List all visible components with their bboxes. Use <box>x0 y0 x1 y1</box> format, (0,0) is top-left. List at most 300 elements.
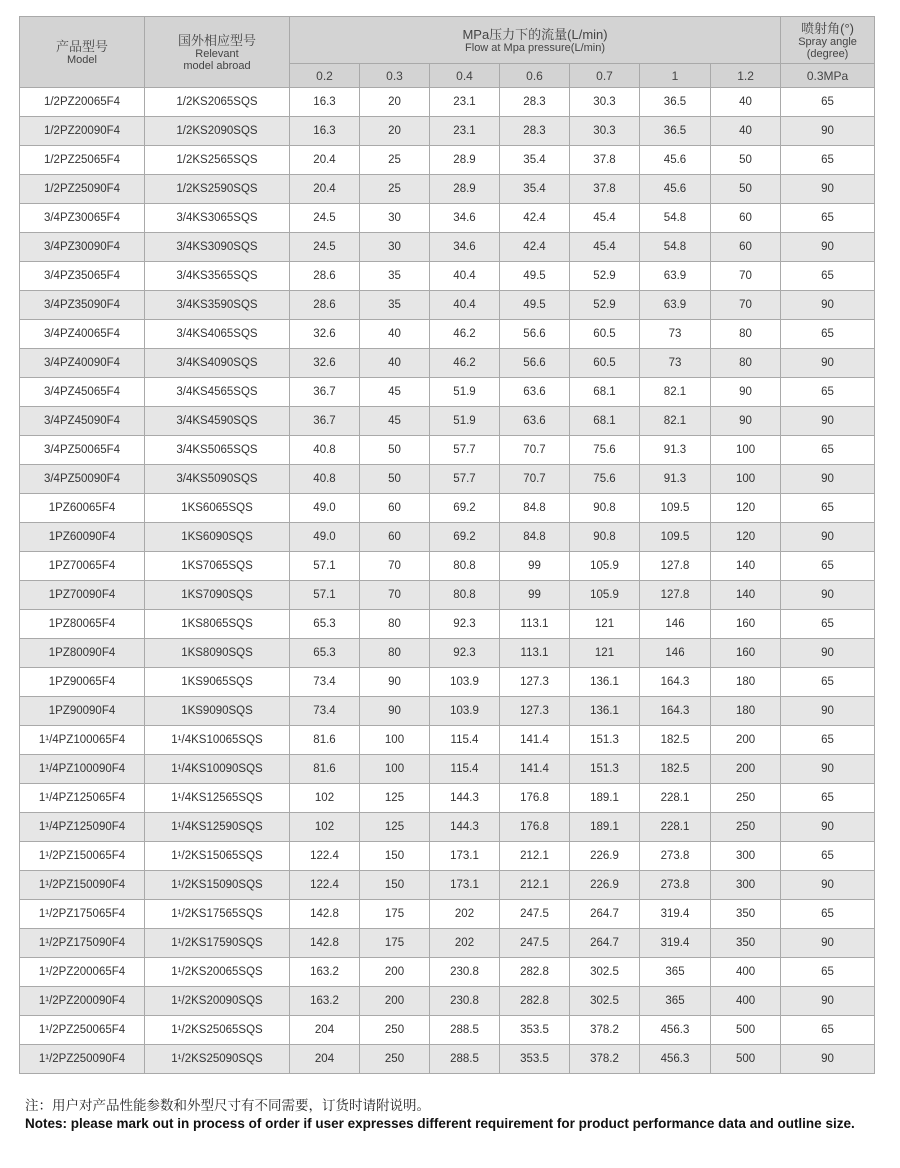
flow-cell: 288.5 <box>430 1045 500 1074</box>
pressure-header-cell: 1 <box>640 64 711 88</box>
flow-cell: 173.1 <box>430 871 500 900</box>
flow-cell: 103.9 <box>430 697 500 726</box>
flow-cell: 122.4 <box>290 842 360 871</box>
model-cell: 1PZ70090F4 <box>20 581 145 610</box>
flow-cell: 40.8 <box>290 436 360 465</box>
relevant-model-cell: 1¹/2KS25090SQS <box>145 1045 290 1074</box>
table-row <box>20 204 875 233</box>
flow-cell: 105.9 <box>570 581 640 610</box>
flow-cell: 73.4 <box>290 668 360 697</box>
flow-cell: 175 <box>360 900 430 929</box>
flow-cell: 100 <box>711 436 781 465</box>
table-row <box>20 494 875 523</box>
flow-cell: 120 <box>711 523 781 552</box>
flow-cell: 35.4 <box>500 146 570 175</box>
flow-cell: 75.6 <box>570 465 640 494</box>
flow-cell: 81.6 <box>290 755 360 784</box>
model-cell: 1PZ60090F4 <box>20 523 145 552</box>
flow-cell: 127.8 <box>640 581 711 610</box>
model-cell: 1¹/2PZ175090F4 <box>20 929 145 958</box>
model-cell: 1¹/4PZ125090F4 <box>20 813 145 842</box>
flow-cell: 319.4 <box>640 900 711 929</box>
spray-angle-cell: 65 <box>781 262 875 291</box>
flow-cell: 63.6 <box>500 378 570 407</box>
flow-cell: 23.1 <box>430 117 500 146</box>
relevant-model-cell: 1¹/2KS20090SQS <box>145 987 290 1016</box>
flow-cell: 150 <box>360 842 430 871</box>
model-cell: 3/4PZ45090F4 <box>20 407 145 436</box>
flow-cell: 57.1 <box>290 581 360 610</box>
spray-angle-cell: 65 <box>781 668 875 697</box>
flow-header <box>290 17 781 64</box>
relevant-model-cell: 1¹/2KS17590SQS <box>145 929 290 958</box>
flow-cell: 176.8 <box>500 784 570 813</box>
flow-cell: 250 <box>360 1045 430 1074</box>
flow-cell: 99 <box>500 581 570 610</box>
spray-angle-cell: 90 <box>781 117 875 146</box>
spray-angle-cell: 90 <box>781 755 875 784</box>
flow-cell: 49.5 <box>500 291 570 320</box>
relevant-model-cell: 3/4KS3590SQS <box>145 291 290 320</box>
flow-cell: 90 <box>711 407 781 436</box>
spray-angle-cell: 65 <box>781 1016 875 1045</box>
flow-cell: 92.3 <box>430 639 500 668</box>
relevant-model-cell: 1/2KS2590SQS <box>145 175 290 204</box>
relevant-model-cell: 1KS6090SQS <box>145 523 290 552</box>
flow-cell: 80 <box>711 320 781 349</box>
flow-cell: 500 <box>711 1016 781 1045</box>
flow-cell: 70 <box>711 291 781 320</box>
flow-cell: 456.3 <box>640 1045 711 1074</box>
flow-cell: 103.9 <box>430 668 500 697</box>
flow-cell: 49.0 <box>290 523 360 552</box>
flow-cell: 70.7 <box>500 436 570 465</box>
flow-cell: 288.5 <box>430 1016 500 1045</box>
flow-cell: 46.2 <box>430 349 500 378</box>
flow-cell: 300 <box>711 842 781 871</box>
spray-angle-cell: 65 <box>781 146 875 175</box>
relevant-model-cell: 1¹/4KS10065SQS <box>145 726 290 755</box>
flow-cell: 144.3 <box>430 784 500 813</box>
flow-cell: 80 <box>711 349 781 378</box>
model-cell: 1/2PZ25090F4 <box>20 175 145 204</box>
flow-cell: 56.6 <box>500 320 570 349</box>
flow-cell: 90 <box>360 668 430 697</box>
flow-cell: 102 <box>290 813 360 842</box>
flow-cell: 273.8 <box>640 871 711 900</box>
flow-cell: 70 <box>360 552 430 581</box>
table-row <box>20 958 875 987</box>
flow-cell: 70 <box>360 581 430 610</box>
flow-cell: 127.3 <box>500 697 570 726</box>
flow-cell: 36.5 <box>640 88 711 117</box>
flow-cell: 25 <box>360 175 430 204</box>
flow-cell: 45.6 <box>640 175 711 204</box>
model-cell: 1PZ60065F4 <box>20 494 145 523</box>
relevant-model-cell: 1KS6065SQS <box>145 494 290 523</box>
flow-cell: 57.7 <box>430 465 500 494</box>
flow-cell: 120 <box>711 494 781 523</box>
flow-cell: 36.7 <box>290 407 360 436</box>
flow-cell: 50 <box>360 436 430 465</box>
table-row <box>20 726 875 755</box>
table-row <box>20 900 875 929</box>
spray-angle-cell: 90 <box>781 465 875 494</box>
flow-cell: 160 <box>711 639 781 668</box>
spray-angle-cell: 90 <box>781 523 875 552</box>
flow-cell: 113.1 <box>500 639 570 668</box>
model-cell: 3/4PZ30065F4 <box>20 204 145 233</box>
relevant-model-cell: 3/4KS3565SQS <box>145 262 290 291</box>
flow-cell: 73.4 <box>290 697 360 726</box>
flow-cell: 35 <box>360 262 430 291</box>
flow-cell: 40 <box>711 117 781 146</box>
spray-angle-cell: 90 <box>781 987 875 1016</box>
flow-cell: 122.4 <box>290 871 360 900</box>
flow-cell: 84.8 <box>500 494 570 523</box>
flow-cell: 212.1 <box>500 871 570 900</box>
flow-cell: 160 <box>711 610 781 639</box>
table-row <box>20 233 875 262</box>
flow-cell: 121 <box>570 639 640 668</box>
flow-cell: 353.5 <box>500 1016 570 1045</box>
flow-cell: 378.2 <box>570 1016 640 1045</box>
flow-cell: 182.5 <box>640 726 711 755</box>
flow-cell: 127.8 <box>640 552 711 581</box>
flow-cell: 73 <box>640 349 711 378</box>
flow-cell: 250 <box>711 813 781 842</box>
flow-cell: 16.3 <box>290 117 360 146</box>
flow-cell: 65.3 <box>290 639 360 668</box>
spray-angle-cell: 90 <box>781 233 875 262</box>
model-cell: 3/4PZ30090F4 <box>20 233 145 262</box>
spray-angle-cell: 90 <box>781 813 875 842</box>
flow-cell: 500 <box>711 1045 781 1074</box>
flow-cell: 28.9 <box>430 175 500 204</box>
flow-cell: 35 <box>360 291 430 320</box>
table-row <box>20 291 875 320</box>
flow-cell: 49.0 <box>290 494 360 523</box>
flow-cell: 102 <box>290 784 360 813</box>
flow-cell: 100 <box>360 755 430 784</box>
flow-cell: 142.8 <box>290 929 360 958</box>
flow-cell: 70.7 <box>500 465 570 494</box>
flow-cell: 226.9 <box>570 871 640 900</box>
flow-cell: 142.8 <box>290 900 360 929</box>
angle-header <box>781 17 875 64</box>
flow-cell: 247.5 <box>500 929 570 958</box>
flow-cell: 136.1 <box>570 697 640 726</box>
model-cell: 1¹/2PZ250090F4 <box>20 1045 145 1074</box>
flow-cell: 45.6 <box>640 146 711 175</box>
flow-cell: 264.7 <box>570 929 640 958</box>
relevant-model-cell: 1KS9090SQS <box>145 697 290 726</box>
relevant-header-en2: model abroad <box>183 59 251 72</box>
angle-header-en2: (degree) <box>806 47 849 60</box>
flow-cell: 54.8 <box>640 233 711 262</box>
pressure-header-cell: 1.2 <box>711 64 781 88</box>
flow-cell: 50 <box>711 175 781 204</box>
flow-cell: 84.8 <box>500 523 570 552</box>
flow-cell: 56.6 <box>500 349 570 378</box>
table-row <box>20 88 875 117</box>
model-cell: 1/2PZ20065F4 <box>20 88 145 117</box>
relevant-model-cell: 1¹/4KS10090SQS <box>145 755 290 784</box>
table-row <box>20 697 875 726</box>
model-cell: 3/4PZ35065F4 <box>20 262 145 291</box>
relevant-model-cell: 3/4KS3090SQS <box>145 233 290 262</box>
flow-cell: 92.3 <box>430 610 500 639</box>
flow-cell: 300 <box>711 871 781 900</box>
flow-cell: 228.1 <box>640 784 711 813</box>
flow-cell: 151.3 <box>570 755 640 784</box>
table-row <box>20 436 875 465</box>
table-row <box>20 175 875 204</box>
flow-cell: 90 <box>711 378 781 407</box>
flow-cell: 105.9 <box>570 552 640 581</box>
flow-cell: 273.8 <box>640 842 711 871</box>
model-cell: 1PZ80065F4 <box>20 610 145 639</box>
model-cell: 1/2PZ25065F4 <box>20 146 145 175</box>
flow-cell: 163.2 <box>290 958 360 987</box>
notes <box>25 1097 885 1133</box>
table-row <box>20 320 875 349</box>
model-cell: 3/4PZ40090F4 <box>20 349 145 378</box>
flow-cell: 365 <box>640 987 711 1016</box>
flow-cell: 30.3 <box>570 117 640 146</box>
table-row <box>20 378 875 407</box>
flow-cell: 51.9 <box>430 378 500 407</box>
relevant-model-cell: 1¹/4KS12590SQS <box>145 813 290 842</box>
flow-cell: 28.6 <box>290 291 360 320</box>
flow-cell: 353.5 <box>500 1045 570 1074</box>
flow-cell: 230.8 <box>430 987 500 1016</box>
flow-cell: 200 <box>711 726 781 755</box>
spray-angle-cell: 65 <box>781 494 875 523</box>
pressure-header-cell: 0.6 <box>500 64 570 88</box>
model-cell: 3/4PZ50090F4 <box>20 465 145 494</box>
flow-cell: 230.8 <box>430 958 500 987</box>
spec-table <box>19 16 875 1074</box>
flow-cell: 60 <box>360 523 430 552</box>
spray-angle-cell: 90 <box>781 871 875 900</box>
flow-cell: 80 <box>360 610 430 639</box>
flow-cell: 204 <box>290 1016 360 1045</box>
flow-cell: 282.8 <box>500 958 570 987</box>
flow-cell: 212.1 <box>500 842 570 871</box>
spec-table-body <box>20 88 875 1074</box>
flow-cell: 163.2 <box>290 987 360 1016</box>
flow-cell: 302.5 <box>570 987 640 1016</box>
relevant-model-cell: 1/2KS2090SQS <box>145 117 290 146</box>
flow-cell: 180 <box>711 697 781 726</box>
flow-cell: 319.4 <box>640 929 711 958</box>
flow-cell: 82.1 <box>640 407 711 436</box>
model-header-zh: 产品型号 <box>55 38 108 54</box>
flow-cell: 63.6 <box>500 407 570 436</box>
table-row <box>20 813 875 842</box>
spray-angle-cell: 65 <box>781 900 875 929</box>
table-row <box>20 610 875 639</box>
flow-cell: 70 <box>711 262 781 291</box>
flow-cell: 141.4 <box>500 726 570 755</box>
flow-header-en: Flow at Mpa pressure(L/min) <box>465 41 606 54</box>
flow-cell: 109.5 <box>640 494 711 523</box>
spray-angle-cell: 65 <box>781 436 875 465</box>
flow-cell: 200 <box>360 958 430 987</box>
flow-cell: 100 <box>360 726 430 755</box>
flow-cell: 141.4 <box>500 755 570 784</box>
flow-cell: 45.4 <box>570 233 640 262</box>
spray-angle-cell: 65 <box>781 842 875 871</box>
model-cell: 1¹/4PZ100065F4 <box>20 726 145 755</box>
model-cell: 1PZ80090F4 <box>20 639 145 668</box>
flow-cell: 57.1 <box>290 552 360 581</box>
relevant-model-cell: 1¹/4KS12565SQS <box>145 784 290 813</box>
flow-cell: 100 <box>711 465 781 494</box>
flow-cell: 45 <box>360 407 430 436</box>
flow-cell: 247.5 <box>500 900 570 929</box>
relevant-model-cell: 1¹/2KS15065SQS <box>145 842 290 871</box>
angle-header-zh: 喷射角(°) <box>801 20 854 36</box>
model-cell: 1¹/2PZ175065F4 <box>20 900 145 929</box>
relevant-model-cell: 1KS9065SQS <box>145 668 290 697</box>
flow-cell: 151.3 <box>570 726 640 755</box>
spray-angle-cell: 90 <box>781 581 875 610</box>
flow-cell: 250 <box>711 784 781 813</box>
flow-cell: 36.7 <box>290 378 360 407</box>
flow-cell: 42.4 <box>500 233 570 262</box>
flow-cell: 52.9 <box>570 291 640 320</box>
model-cell: 3/4PZ45065F4 <box>20 378 145 407</box>
model-cell: 1PZ90090F4 <box>20 697 145 726</box>
flow-cell: 200 <box>360 987 430 1016</box>
flow-cell: 20 <box>360 117 430 146</box>
table-row <box>20 146 875 175</box>
spray-angle-cell: 65 <box>781 610 875 639</box>
flow-cell: 68.1 <box>570 407 640 436</box>
model-cell: 1¹/2PZ150090F4 <box>20 871 145 900</box>
model-header <box>20 17 145 88</box>
relevant-model-cell: 3/4KS4565SQS <box>145 378 290 407</box>
table-row <box>20 871 875 900</box>
flow-cell: 20.4 <box>290 175 360 204</box>
spray-angle-cell: 90 <box>781 349 875 378</box>
flow-cell: 146 <box>640 639 711 668</box>
relevant-header-en1: Relevant <box>195 47 239 60</box>
flow-cell: 400 <box>711 987 781 1016</box>
flow-cell: 115.4 <box>430 726 500 755</box>
table-row <box>20 407 875 436</box>
angle-header-en1: Spray angle <box>798 35 857 48</box>
flow-cell: 189.1 <box>570 813 640 842</box>
flow-cell: 28.9 <box>430 146 500 175</box>
flow-cell: 30 <box>360 204 430 233</box>
flow-cell: 60 <box>711 233 781 262</box>
relevant-model-cell: 3/4KS3065SQS <box>145 204 290 233</box>
model-cell: 1PZ70065F4 <box>20 552 145 581</box>
flow-cell: 30 <box>360 233 430 262</box>
flow-cell: 32.6 <box>290 320 360 349</box>
flow-cell: 63.9 <box>640 262 711 291</box>
relevant-model-cell: 1¹/2KS15090SQS <box>145 871 290 900</box>
relevant-model-cell: 3/4KS4065SQS <box>145 320 290 349</box>
flow-cell: 350 <box>711 900 781 929</box>
flow-cell: 250 <box>360 1016 430 1045</box>
flow-cell: 32.6 <box>290 349 360 378</box>
spray-angle-cell: 65 <box>781 552 875 581</box>
relevant-model-header <box>145 17 290 88</box>
flow-cell: 75.6 <box>570 436 640 465</box>
flow-cell: 115.4 <box>430 755 500 784</box>
table-row <box>20 552 875 581</box>
table-row <box>20 639 875 668</box>
table-row <box>20 1045 875 1074</box>
pressure-header-cell: 0.4 <box>430 64 500 88</box>
table-row <box>20 349 875 378</box>
flow-cell: 28.3 <box>500 88 570 117</box>
flow-cell: 175 <box>360 929 430 958</box>
flow-cell: 456.3 <box>640 1016 711 1045</box>
flow-cell: 91.3 <box>640 436 711 465</box>
relevant-model-cell: 3/4KS4090SQS <box>145 349 290 378</box>
model-cell: 1¹/2PZ200065F4 <box>20 958 145 987</box>
spray-angle-cell: 65 <box>781 958 875 987</box>
table-row <box>20 523 875 552</box>
flow-cell: 40 <box>360 320 430 349</box>
flow-cell: 24.5 <box>290 233 360 262</box>
flow-cell: 30.3 <box>570 88 640 117</box>
flow-cell: 202 <box>430 900 500 929</box>
spray-angle-cell: 90 <box>781 697 875 726</box>
flow-cell: 68.1 <box>570 378 640 407</box>
flow-cell: 140 <box>711 552 781 581</box>
flow-cell: 176.8 <box>500 813 570 842</box>
spray-angle-cell: 90 <box>781 175 875 204</box>
spray-angle-cell: 65 <box>781 88 875 117</box>
relevant-model-cell: 1/2KS2065SQS <box>145 88 290 117</box>
flow-cell: 63.9 <box>640 291 711 320</box>
flow-cell: 16.3 <box>290 88 360 117</box>
flow-cell: 173.1 <box>430 842 500 871</box>
flow-cell: 40.4 <box>430 262 500 291</box>
table-row <box>20 1016 875 1045</box>
flow-cell: 378.2 <box>570 1045 640 1074</box>
spray-angle-cell: 90 <box>781 1045 875 1074</box>
flow-cell: 164.3 <box>640 668 711 697</box>
table-row <box>20 117 875 146</box>
flow-cell: 204 <box>290 1045 360 1074</box>
table-row <box>20 262 875 291</box>
flow-cell: 57.7 <box>430 436 500 465</box>
table-row <box>20 668 875 697</box>
model-cell: 3/4PZ50065F4 <box>20 436 145 465</box>
note-en: Notes: please mark out in process of order if user expresses different requirement for product performance data and outline size. <box>25 1116 855 1131</box>
spray-angle-cell: 90 <box>781 929 875 958</box>
flow-cell: 60.5 <box>570 320 640 349</box>
flow-cell: 80 <box>360 639 430 668</box>
flow-cell: 400 <box>711 958 781 987</box>
flow-cell: 125 <box>360 813 430 842</box>
table-row <box>20 465 875 494</box>
flow-cell: 91.3 <box>640 465 711 494</box>
flow-cell: 82.1 <box>640 378 711 407</box>
flow-cell: 302.5 <box>570 958 640 987</box>
spray-angle-cell: 90 <box>781 407 875 436</box>
relevant-model-cell: 3/4KS5090SQS <box>145 465 290 494</box>
flow-cell: 80.8 <box>430 581 500 610</box>
flow-cell: 40.8 <box>290 465 360 494</box>
